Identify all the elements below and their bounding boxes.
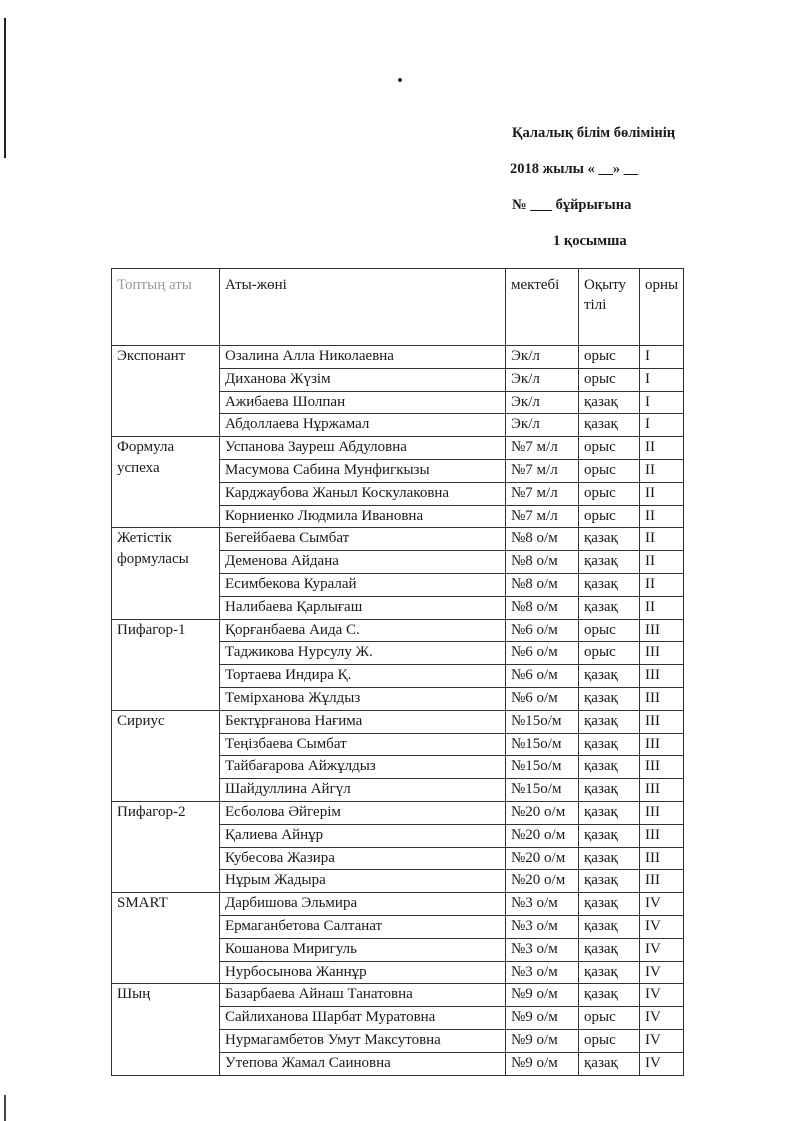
language-cell: қазақ [579, 801, 640, 824]
language-cell: қазақ [579, 938, 640, 961]
place-cell: III [640, 733, 684, 756]
place-cell: IV [640, 1029, 684, 1052]
place-cell: III [640, 847, 684, 870]
place-cell: III [640, 824, 684, 847]
table-row [112, 528, 684, 551]
place-cell: III [640, 779, 684, 802]
place-cell: IV [640, 1007, 684, 1030]
language-cell: қазақ [579, 596, 640, 619]
school-cell: №3 о/м [506, 961, 579, 984]
school-cell: №8 о/м [506, 596, 579, 619]
place-cell: III [640, 665, 684, 688]
school-cell: №7 м/л [506, 505, 579, 528]
participant-name-cell: Теңізбаева Сымбат [220, 733, 506, 756]
language-cell: қазақ [579, 573, 640, 596]
place-cell: IV [640, 1052, 684, 1075]
participant-name-cell: Озалина Алла Николаевна [220, 346, 506, 369]
place-cell: IV [640, 893, 684, 916]
language-cell: қазақ [579, 961, 640, 984]
participant-name-cell: Шайдуллина Айгүл [220, 779, 506, 802]
school-cell: №8 о/м [506, 573, 579, 596]
participant-name-cell: Нұрым Жадыра [220, 870, 506, 893]
column-header-place: орны [640, 269, 684, 346]
place-cell: III [640, 870, 684, 893]
language-cell: қазақ [579, 733, 640, 756]
language-cell: орыс [579, 482, 640, 505]
school-cell: №15о/м [506, 779, 579, 802]
participant-name-cell: Ажибаева Шолпан [220, 391, 506, 414]
roster-table [111, 268, 684, 1076]
school-cell: №6 о/м [506, 665, 579, 688]
school-cell: Эк/л [506, 368, 579, 391]
table-header-row [112, 269, 684, 346]
participant-name-cell: Таджикова Нурсулу Ж. [220, 642, 506, 665]
school-cell: №20 о/м [506, 824, 579, 847]
group-name-cell: Жетістік формуласы [112, 528, 220, 619]
place-cell: II [640, 505, 684, 528]
participant-name-cell: Есимбекова Куралай [220, 573, 506, 596]
place-cell: I [640, 391, 684, 414]
place-cell: IV [640, 961, 684, 984]
participant-name-cell: Кошанова Миригуль [220, 938, 506, 961]
language-cell: қазақ [579, 824, 640, 847]
group-name-cell: Шың [112, 984, 220, 1075]
participant-name-cell: Тайбағарова Айжұлдыз [220, 756, 506, 779]
participant-name-cell: Налибаева Қарлығаш [220, 596, 506, 619]
language-cell: орыс [579, 505, 640, 528]
place-cell: I [640, 368, 684, 391]
participant-name-cell: Базарбаева Айнаш Танатовна [220, 984, 506, 1007]
scan-dot [398, 78, 402, 82]
group-name-cell: Формула успеха [112, 437, 220, 528]
language-cell: орыс [579, 1007, 640, 1030]
place-cell: I [640, 346, 684, 369]
participant-name-cell: Абдоллаева Нұржамал [220, 414, 506, 437]
school-cell: №9 о/м [506, 1052, 579, 1075]
language-cell: орыс [579, 1029, 640, 1052]
place-cell: IV [640, 915, 684, 938]
place-cell: II [640, 459, 684, 482]
school-cell: №20 о/м [506, 870, 579, 893]
place-cell: II [640, 596, 684, 619]
place-cell: II [640, 551, 684, 574]
language-cell: қазақ [579, 984, 640, 1007]
participant-name-cell: Масумова Сабина Мунфигкызы [220, 459, 506, 482]
participant-name-cell: Бектұрғанова Нағима [220, 710, 506, 733]
table-row [112, 984, 684, 1007]
school-cell: №20 о/м [506, 847, 579, 870]
participant-name-cell: Тортаева Индира Қ. [220, 665, 506, 688]
column-header-school: мектебі [506, 269, 579, 346]
participant-name-cell: Нурмагамбетов Умут Максутовна [220, 1029, 506, 1052]
table-row [112, 710, 684, 733]
participant-name-cell: Есболова Әйгерім [220, 801, 506, 824]
participant-name-cell: Сайлиханова Шарбат Муратовна [220, 1007, 506, 1030]
participant-name-cell: Диханова Жүзім [220, 368, 506, 391]
place-cell: III [640, 756, 684, 779]
language-cell: қазақ [579, 414, 640, 437]
header-line-1: Қалалық білім бөлімінің [512, 125, 676, 141]
group-name-cell: Сириус [112, 710, 220, 801]
place-cell: II [640, 528, 684, 551]
table-row [112, 346, 684, 369]
participant-name-cell: Дарбишова Эльмира [220, 893, 506, 916]
place-cell: III [640, 619, 684, 642]
language-cell: қазақ [579, 391, 640, 414]
school-cell: №7 м/л [506, 459, 579, 482]
table-row [112, 619, 684, 642]
school-cell: Эк/л [506, 391, 579, 414]
school-cell: №9 о/м [506, 1029, 579, 1052]
language-cell: қазақ [579, 551, 640, 574]
table-row [112, 437, 684, 460]
language-cell: қазақ [579, 779, 640, 802]
place-cell: II [640, 437, 684, 460]
school-cell: №15о/м [506, 710, 579, 733]
participant-name-cell: Қорғанбаева Аида С. [220, 619, 506, 642]
school-cell: Эк/л [506, 414, 579, 437]
participant-name-cell: Карджаубова Жаныл Коскулаковна [220, 482, 506, 505]
place-cell: III [640, 642, 684, 665]
place-cell: IV [640, 938, 684, 961]
school-cell: №8 о/м [506, 551, 579, 574]
participant-name-cell: Темірханова Жұлдыз [220, 687, 506, 710]
group-name-cell: Экспонант [112, 346, 220, 437]
language-cell: орыс [579, 346, 640, 369]
language-cell: орыс [579, 459, 640, 482]
language-cell: қазақ [579, 870, 640, 893]
group-name-cell: SMART [112, 893, 220, 984]
school-cell: №3 о/м [506, 893, 579, 916]
language-cell: қазақ [579, 893, 640, 916]
table-row [112, 801, 684, 824]
language-cell: қазақ [579, 687, 640, 710]
participant-name-cell: Кубесова Жазира [220, 847, 506, 870]
language-cell: қазақ [579, 756, 640, 779]
header-line-2: 2018 жылы « __» __ [510, 161, 639, 177]
language-cell: орыс [579, 437, 640, 460]
participant-name-cell: Деменова Айдана [220, 551, 506, 574]
language-cell: орыс [579, 642, 640, 665]
group-name-cell: Пифагор-1 [112, 619, 220, 710]
language-cell: қазақ [579, 847, 640, 870]
participant-name-cell: Корниенко Людмила Ивановна [220, 505, 506, 528]
participant-name-cell: Нурбосынова Жаннұр [220, 961, 506, 984]
language-cell: орыс [579, 368, 640, 391]
school-cell: №6 о/м [506, 687, 579, 710]
school-cell: №15о/м [506, 756, 579, 779]
participant-name-cell: Успанова Зауреш Абдуловна [220, 437, 506, 460]
school-cell: №15о/м [506, 733, 579, 756]
roster-body [112, 346, 684, 1076]
language-cell: қазақ [579, 915, 640, 938]
document-header [480, 115, 780, 259]
header-line-3: № ___ бұйрығына [512, 197, 632, 213]
language-cell: орыс [579, 619, 640, 642]
participant-name-cell: Утепова Жамал Саиновна [220, 1052, 506, 1075]
header-line-4: 1 қосымша [553, 233, 627, 249]
school-cell: Эк/л [506, 346, 579, 369]
language-cell: қазақ [579, 528, 640, 551]
school-cell: №9 о/м [506, 984, 579, 1007]
group-name-cell: Пифагор-2 [112, 801, 220, 892]
school-cell: №3 о/м [506, 938, 579, 961]
participant-name-cell: Қалиева Айнұр [220, 824, 506, 847]
language-cell: қазақ [579, 710, 640, 733]
school-cell: №9 о/м [506, 1007, 579, 1030]
language-cell: қазақ [579, 665, 640, 688]
column-header-name: Аты-жөні [220, 269, 506, 346]
school-cell: №7 м/л [506, 437, 579, 460]
participant-name-cell: Бегейбаева Сымбат [220, 528, 506, 551]
school-cell: №3 о/м [506, 915, 579, 938]
school-cell: №6 о/м [506, 619, 579, 642]
place-cell: III [640, 687, 684, 710]
column-header-group: Топтың аты [112, 269, 220, 346]
scan-edge-mark-bottom [4, 1095, 6, 1121]
place-cell: IV [640, 984, 684, 1007]
place-cell: I [640, 414, 684, 437]
place-cell: II [640, 573, 684, 596]
school-cell: №6 о/м [506, 642, 579, 665]
place-cell: II [640, 482, 684, 505]
table-row [112, 893, 684, 916]
school-cell: №7 м/л [506, 482, 579, 505]
place-cell: III [640, 801, 684, 824]
column-header-language: Оқыту тілі [579, 269, 640, 346]
place-cell: III [640, 710, 684, 733]
participant-name-cell: Ермаганбетова Салтанат [220, 915, 506, 938]
school-cell: №20 о/м [506, 801, 579, 824]
school-cell: №8 о/м [506, 528, 579, 551]
language-cell: қазақ [579, 1052, 640, 1075]
scan-edge-mark [4, 18, 6, 158]
